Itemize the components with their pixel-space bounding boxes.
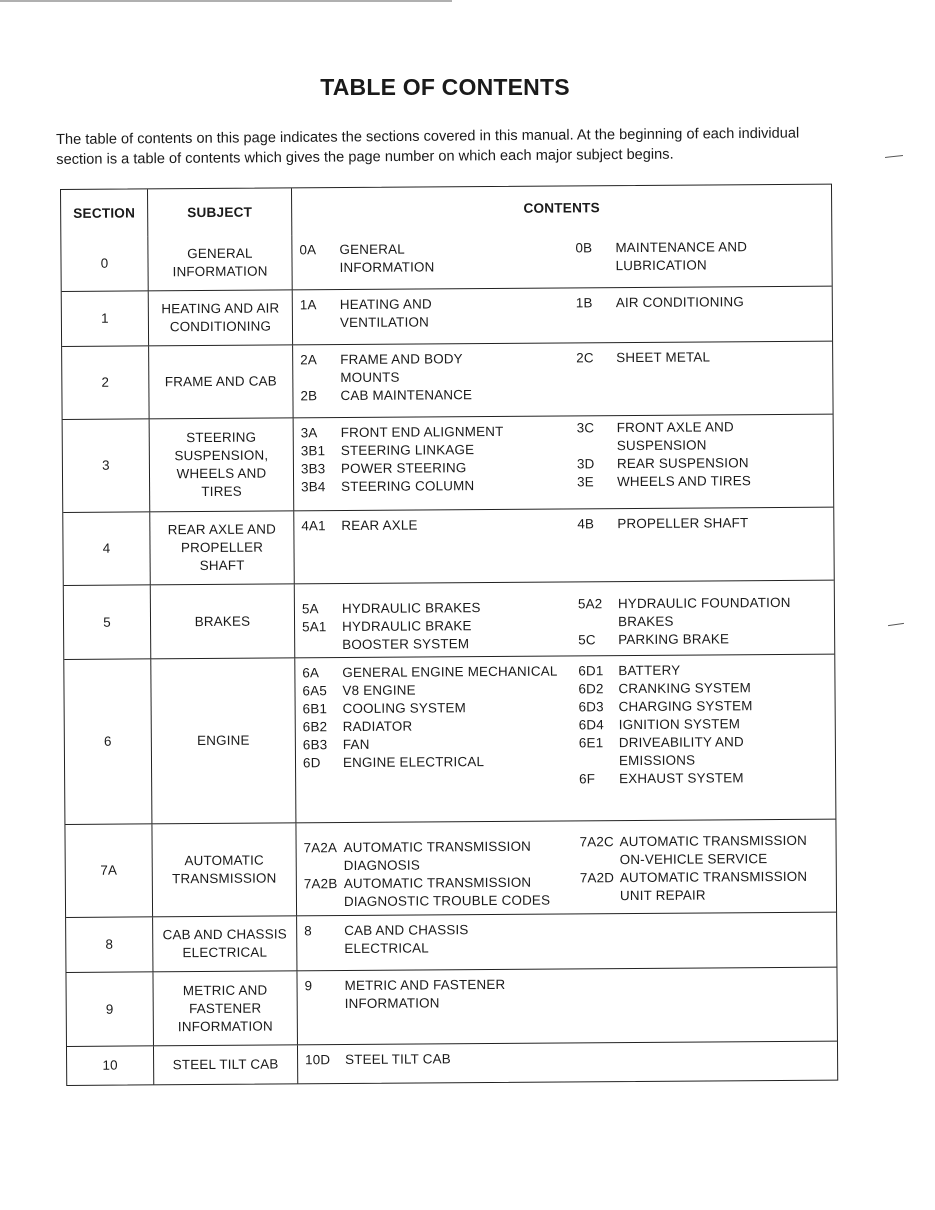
section-number: 4 (63, 512, 151, 585)
entry-title: CHARGING SYSTEM (618, 698, 753, 715)
entry-code: 6D1 (578, 663, 604, 679)
entry-title: METRIC AND FASTENER INFORMATION (344, 976, 506, 1012)
entry-title: FRONT END ALIGNMENT (340, 423, 504, 441)
entry-code: 3E (577, 474, 594, 490)
toc-entry (578, 661, 834, 681)
section-subject: FRAME AND CAB (149, 345, 293, 418)
entry-code: 6F (579, 771, 596, 787)
entry-title: AUTOMATIC TRANSMISSION DIAGNOSTIC TROUBLE CODES (343, 874, 551, 910)
contents-left-column (301, 515, 577, 535)
entry-code: 6E1 (578, 735, 604, 751)
contents-right-column (576, 348, 832, 404)
entry-title: CAB AND CHASSIS ELECTRICAL (344, 922, 469, 957)
section-number: 6 (64, 659, 152, 824)
entry-code: 3A (300, 425, 318, 441)
entry-code: 6A5 (302, 683, 327, 699)
entry-code: 5A2 (577, 596, 603, 612)
entry-title: AIR CONDITIONING (615, 294, 745, 311)
toc-entry (301, 440, 577, 460)
contents-left-column (300, 294, 576, 332)
contents-right-column (581, 1048, 837, 1068)
intro-text: The table of contents on this page indicates the sections covered in this manual. At the beginning of each individual section is a table of contents which gives the page number on which each major subject begins. (56, 125, 800, 168)
toc-entry (576, 348, 832, 368)
entry-title: RADIATOR (342, 718, 413, 735)
entry-title: REAR SUSPENSION (616, 455, 749, 472)
entry-code: 2C (576, 350, 594, 366)
contents-right-column (580, 832, 837, 910)
section-contents (298, 1042, 837, 1084)
section-subject: ENGINE (151, 658, 296, 823)
entry-title: PROPELLER SHAFT (617, 515, 749, 532)
entry-code: 3B4 (301, 479, 326, 495)
entry-title: GENERAL INFORMATION (339, 241, 435, 276)
section-subject: STEEL TILT CAB (154, 1045, 298, 1084)
entry-code: 6D3 (578, 699, 604, 715)
entry-title: V8 ENGINE (342, 682, 416, 699)
section-number: 8 (66, 917, 153, 972)
table-row (64, 654, 835, 824)
entry-code: 3B1 (300, 443, 326, 459)
toc-entry (301, 515, 577, 535)
contents-left-column (304, 837, 580, 911)
entry-code: 6B1 (302, 701, 328, 717)
toc-entry (579, 715, 835, 735)
margin-mark (888, 623, 904, 626)
section-subject: AUTOMATIC TRANSMISSION (152, 823, 297, 916)
header-subject: SUBJECT (148, 188, 292, 236)
entry-code: 6D2 (578, 681, 604, 697)
header-contents: CONTENTS (523, 200, 600, 216)
entry-title: FRONT AXLE AND SUSPENSION (616, 419, 734, 454)
toc-entry (575, 238, 831, 276)
entry-code: 9 (304, 978, 313, 994)
section-number: 3 (63, 419, 151, 512)
scan-edge-line (0, 0, 452, 2)
section-subject: GENERAL INFORMATION (148, 235, 292, 290)
contents-left-column (305, 1049, 581, 1069)
contents-left-column (302, 598, 578, 654)
entry-title: EXHAUST SYSTEM (619, 770, 744, 787)
entry-code: 6D (302, 755, 321, 771)
section-subject: BRAKES (151, 584, 296, 658)
entry-code: 8 (304, 923, 312, 939)
entry-title: STEEL TILT CAB (345, 1051, 451, 1068)
contents-right-column (578, 661, 835, 789)
toc-entry (576, 293, 832, 313)
entry-title: STEERING COLUMN (341, 478, 475, 495)
table-row (64, 580, 834, 659)
toc-entry (577, 514, 833, 534)
table-row (62, 286, 832, 346)
toc-entry (303, 734, 579, 754)
entry-code: 3B3 (300, 461, 326, 477)
entry-code: 7A2B (303, 876, 338, 892)
entry-code: 7A2A (303, 840, 338, 856)
contents-left-column (304, 920, 580, 958)
section-contents (292, 232, 831, 290)
section-contents (293, 342, 832, 418)
contents-right-column (577, 418, 834, 495)
entry-title: AUTOMATIC TRANSMISSION DIAGNOSIS (343, 838, 532, 874)
toc-entry (580, 868, 836, 906)
entry-code: 3C (576, 420, 595, 436)
section-contents (296, 820, 836, 916)
entry-code: 5A (301, 601, 319, 617)
entry-code: 10D (305, 1052, 331, 1068)
entry-title: CAB MAINTENANCE (340, 387, 473, 404)
entry-title: HYDRAULIC BRAKE BOOSTER SYSTEM (342, 618, 472, 653)
entry-title: ENGINE ELECTRICAL (342, 754, 485, 771)
toc-entry (299, 239, 575, 277)
section-contents (294, 508, 833, 584)
toc-entry (580, 832, 836, 870)
section-contents (297, 913, 836, 971)
entry-code: 6B2 (302, 719, 328, 735)
section-number: 7A (65, 824, 153, 917)
contents-right-column (581, 974, 837, 1012)
entry-code: 4B (577, 516, 595, 532)
entry-title: MAINTENANCE AND LUBRICATION (615, 239, 748, 274)
toc-entry (305, 1049, 581, 1069)
toc-entry (304, 920, 580, 958)
entry-code: 6B3 (302, 737, 328, 753)
contents-left-column (301, 422, 577, 496)
toc-entry (300, 294, 576, 332)
toc-entry (302, 616, 578, 654)
toc-entry (303, 716, 579, 736)
entry-title: AUTOMATIC TRANSMISSION ON-VEHICLE SERVICE (619, 832, 808, 868)
table-row (66, 967, 836, 1046)
entry-code: 6A (302, 665, 320, 681)
toc-entry (305, 975, 581, 1013)
entry-code: 4A1 (301, 518, 326, 534)
contents-right-column (576, 293, 832, 331)
entry-title: REAR AXLE (341, 517, 418, 534)
contents-right-column (575, 238, 831, 276)
entry-code: 2A (300, 352, 318, 368)
section-subject: HEATING AND AIR CONDITIONING (149, 290, 293, 345)
intro-paragraph (56, 123, 846, 170)
toc-entry (303, 752, 579, 772)
section-subject: STEERING SUSPENSION, WHEELS AND TIRES (150, 418, 295, 511)
page-title: TABLE OF CONTENTS (320, 74, 570, 100)
toc-entry (577, 418, 833, 456)
entry-code: 7A2C (579, 834, 614, 850)
toc-entry (579, 697, 835, 717)
toc-entry (302, 662, 578, 682)
contents-left-column (305, 975, 581, 1013)
toc-entry (579, 733, 835, 771)
section-number: 0 (61, 236, 148, 291)
entry-code: 3D (576, 456, 595, 472)
entry-code: 0B (575, 240, 593, 256)
toc-entry (578, 679, 834, 699)
toc-entry (579, 769, 835, 789)
entry-code: 5C (578, 632, 596, 648)
section-contents (297, 968, 836, 1045)
toc-entry (302, 680, 578, 700)
section-contents (293, 287, 832, 345)
toc-entry (303, 698, 579, 718)
contents-right-column (577, 514, 833, 534)
margin-mark (885, 155, 903, 158)
entry-title: GENERAL ENGINE MECHANICAL (342, 663, 558, 681)
toc-entry (302, 598, 578, 618)
entry-title: PARKING BRAKE (618, 631, 730, 648)
section-subject: REAR AXLE AND PROPELLER SHAFT (150, 511, 294, 584)
section-contents (295, 581, 834, 658)
toc-entry (301, 458, 577, 478)
section-number: 2 (62, 346, 150, 419)
entry-code: 1B (575, 295, 593, 311)
entry-title: FAN (342, 736, 370, 753)
contents-right-column (578, 594, 834, 653)
entry-code: 7A2D (579, 870, 615, 886)
entry-title: HYDRAULIC BRAKES (341, 600, 481, 617)
section-subject: METRIC AND FASTENER INFORMATION (153, 971, 298, 1045)
table-row (63, 414, 834, 512)
entry-code: 5A1 (302, 619, 327, 635)
entry-title: SHEET METAL (616, 349, 711, 366)
entry-title: COOLING SYSTEM (342, 700, 467, 717)
toc-entry (301, 422, 577, 442)
contents-table (60, 184, 838, 1086)
entry-title: FRAME AND BODY MOUNTS (340, 351, 463, 386)
toc-entry (304, 837, 580, 875)
table-body (61, 232, 837, 1085)
toc-entry (304, 873, 580, 911)
entry-title: STEERING LINKAGE (340, 442, 475, 459)
toc-entry (577, 454, 833, 474)
table-row (61, 232, 831, 291)
entry-title: IGNITION SYSTEM (618, 716, 741, 733)
entry-title: HEATING AND VENTILATION (339, 296, 432, 331)
contents-left-column (299, 239, 575, 277)
toc-entry (578, 630, 834, 650)
entry-code: 2B (300, 388, 318, 404)
table-row (66, 912, 836, 972)
entry-title: HYDRAULIC FOUNDATION BRAKES (617, 594, 791, 630)
entry-code: 1A (299, 297, 317, 313)
contents-left-column (300, 349, 576, 405)
section-contents (294, 415, 834, 511)
entry-title: BATTERY (618, 662, 681, 679)
section-subject: CAB AND CHASSIS ELECTRICAL (153, 916, 297, 971)
table-row (62, 341, 832, 419)
toc-entry (577, 472, 833, 492)
section-number: 9 (66, 972, 154, 1046)
section-number: 1 (62, 291, 149, 346)
table-row (67, 1041, 837, 1085)
section-number: 10 (67, 1046, 154, 1085)
header-section: SECTION (61, 189, 148, 237)
entry-title: POWER STEERING (340, 460, 467, 477)
section-contents (295, 655, 835, 823)
contents-left-column (302, 662, 579, 790)
entry-title: DRIVEABILITY AND EMISSIONS (618, 734, 744, 769)
toc-entry (300, 349, 576, 387)
table-header-row (61, 185, 831, 237)
entry-code: 6D4 (578, 717, 604, 733)
toc-entry (300, 385, 576, 405)
table-row (63, 507, 833, 585)
contents-right-column (580, 919, 836, 957)
toc-entry (578, 594, 834, 632)
toc-entry (301, 476, 577, 496)
section-number: 5 (64, 585, 152, 659)
entry-code: 0A (299, 242, 317, 258)
header-contents-cell (292, 185, 831, 236)
table-row (65, 819, 836, 917)
entry-title: CRANKING SYSTEM (618, 680, 752, 697)
entry-title: WHEELS AND TIRES (617, 473, 752, 490)
entry-title: AUTOMATIC TRANSMISSION UNIT REPAIR (619, 868, 808, 904)
